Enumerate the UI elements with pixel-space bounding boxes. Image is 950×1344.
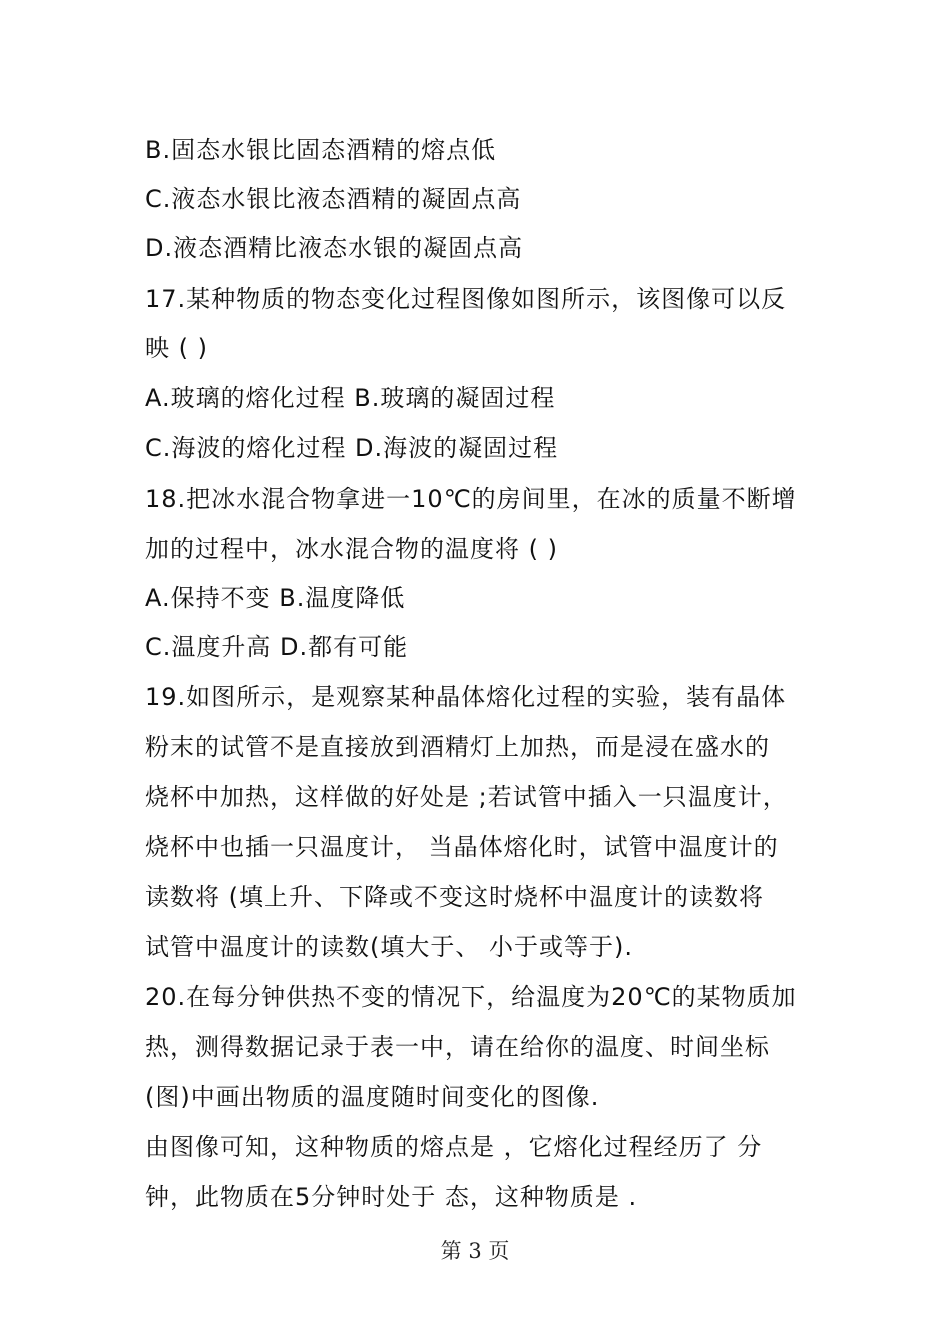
option-c-line: C.液态水银比液态酒精的凝固点高 (145, 185, 522, 213)
question-19-line-5: 读数将 (填上升、下降或不变这时烧杯中温度计的读数将 (145, 883, 764, 911)
question-17-line-2: 映 ( ) (145, 334, 208, 362)
option-d-line: D.液态酒精比液态水银的凝固点高 (145, 234, 524, 262)
question-18-line-1: 18.把冰水混合物拿进一10℃的房间里，在冰的质量不断增 (145, 485, 797, 513)
question-20-line-2: 热，测得数据记录于表一中，请在给你的温度、时间坐标 (145, 1033, 770, 1061)
question-19-line-1: 19.如图所示，是观察某种晶体熔化过程的实验，装有晶体 (145, 683, 787, 711)
question-20-line-1: 20.在每分钟供热不变的情况下，给温度为20℃的某物质加 (145, 983, 797, 1011)
question-19-line-4: 烧杯中也插一只温度计， 当晶体熔化时，试管中温度计的 (145, 833, 779, 861)
question-20-line-5: 钟，此物质在5分钟时处于 态，这种物质是 . (145, 1183, 638, 1211)
question-20-line-4: 由图像可知，这种物质的熔点是 ，它熔化过程经历了 分 (145, 1133, 763, 1161)
question-18-options-cd: C.温度升高 D.都有可能 (145, 633, 409, 661)
question-19-line-3: 烧杯中加热，这样做的好处是 ;若试管中插入一只温度计， (145, 783, 788, 811)
question-18-line-2: 加的过程中，冰水混合物的温度将 ( ) (145, 535, 558, 563)
question-19-line-2: 粉末的试管不是直接放到酒精灯上加热，而是浸在盛水的 (145, 733, 770, 761)
page-number-footer: 第 3 页 (440, 1239, 510, 1263)
question-19-line-6: 试管中温度计的读数(填大于、 小于或等于). (145, 933, 633, 961)
option-b-line: B.固态水银比固态酒精的熔点低 (145, 136, 497, 164)
question-18-options-ab: A.保持不变 B.温度降低 (145, 584, 406, 612)
question-17-options-ab: A.玻璃的熔化过程 B.玻璃的凝固过程 (145, 384, 556, 412)
question-20-line-3: (图)中画出物质的温度随时间变化的图像. (145, 1083, 600, 1111)
question-17-options-cd: C.海波的熔化过程 D.海波的凝固过程 (145, 434, 559, 462)
question-17-line-1: 17.某种物质的物态变化过程图像如图所示，该图像可以反 (145, 285, 787, 313)
